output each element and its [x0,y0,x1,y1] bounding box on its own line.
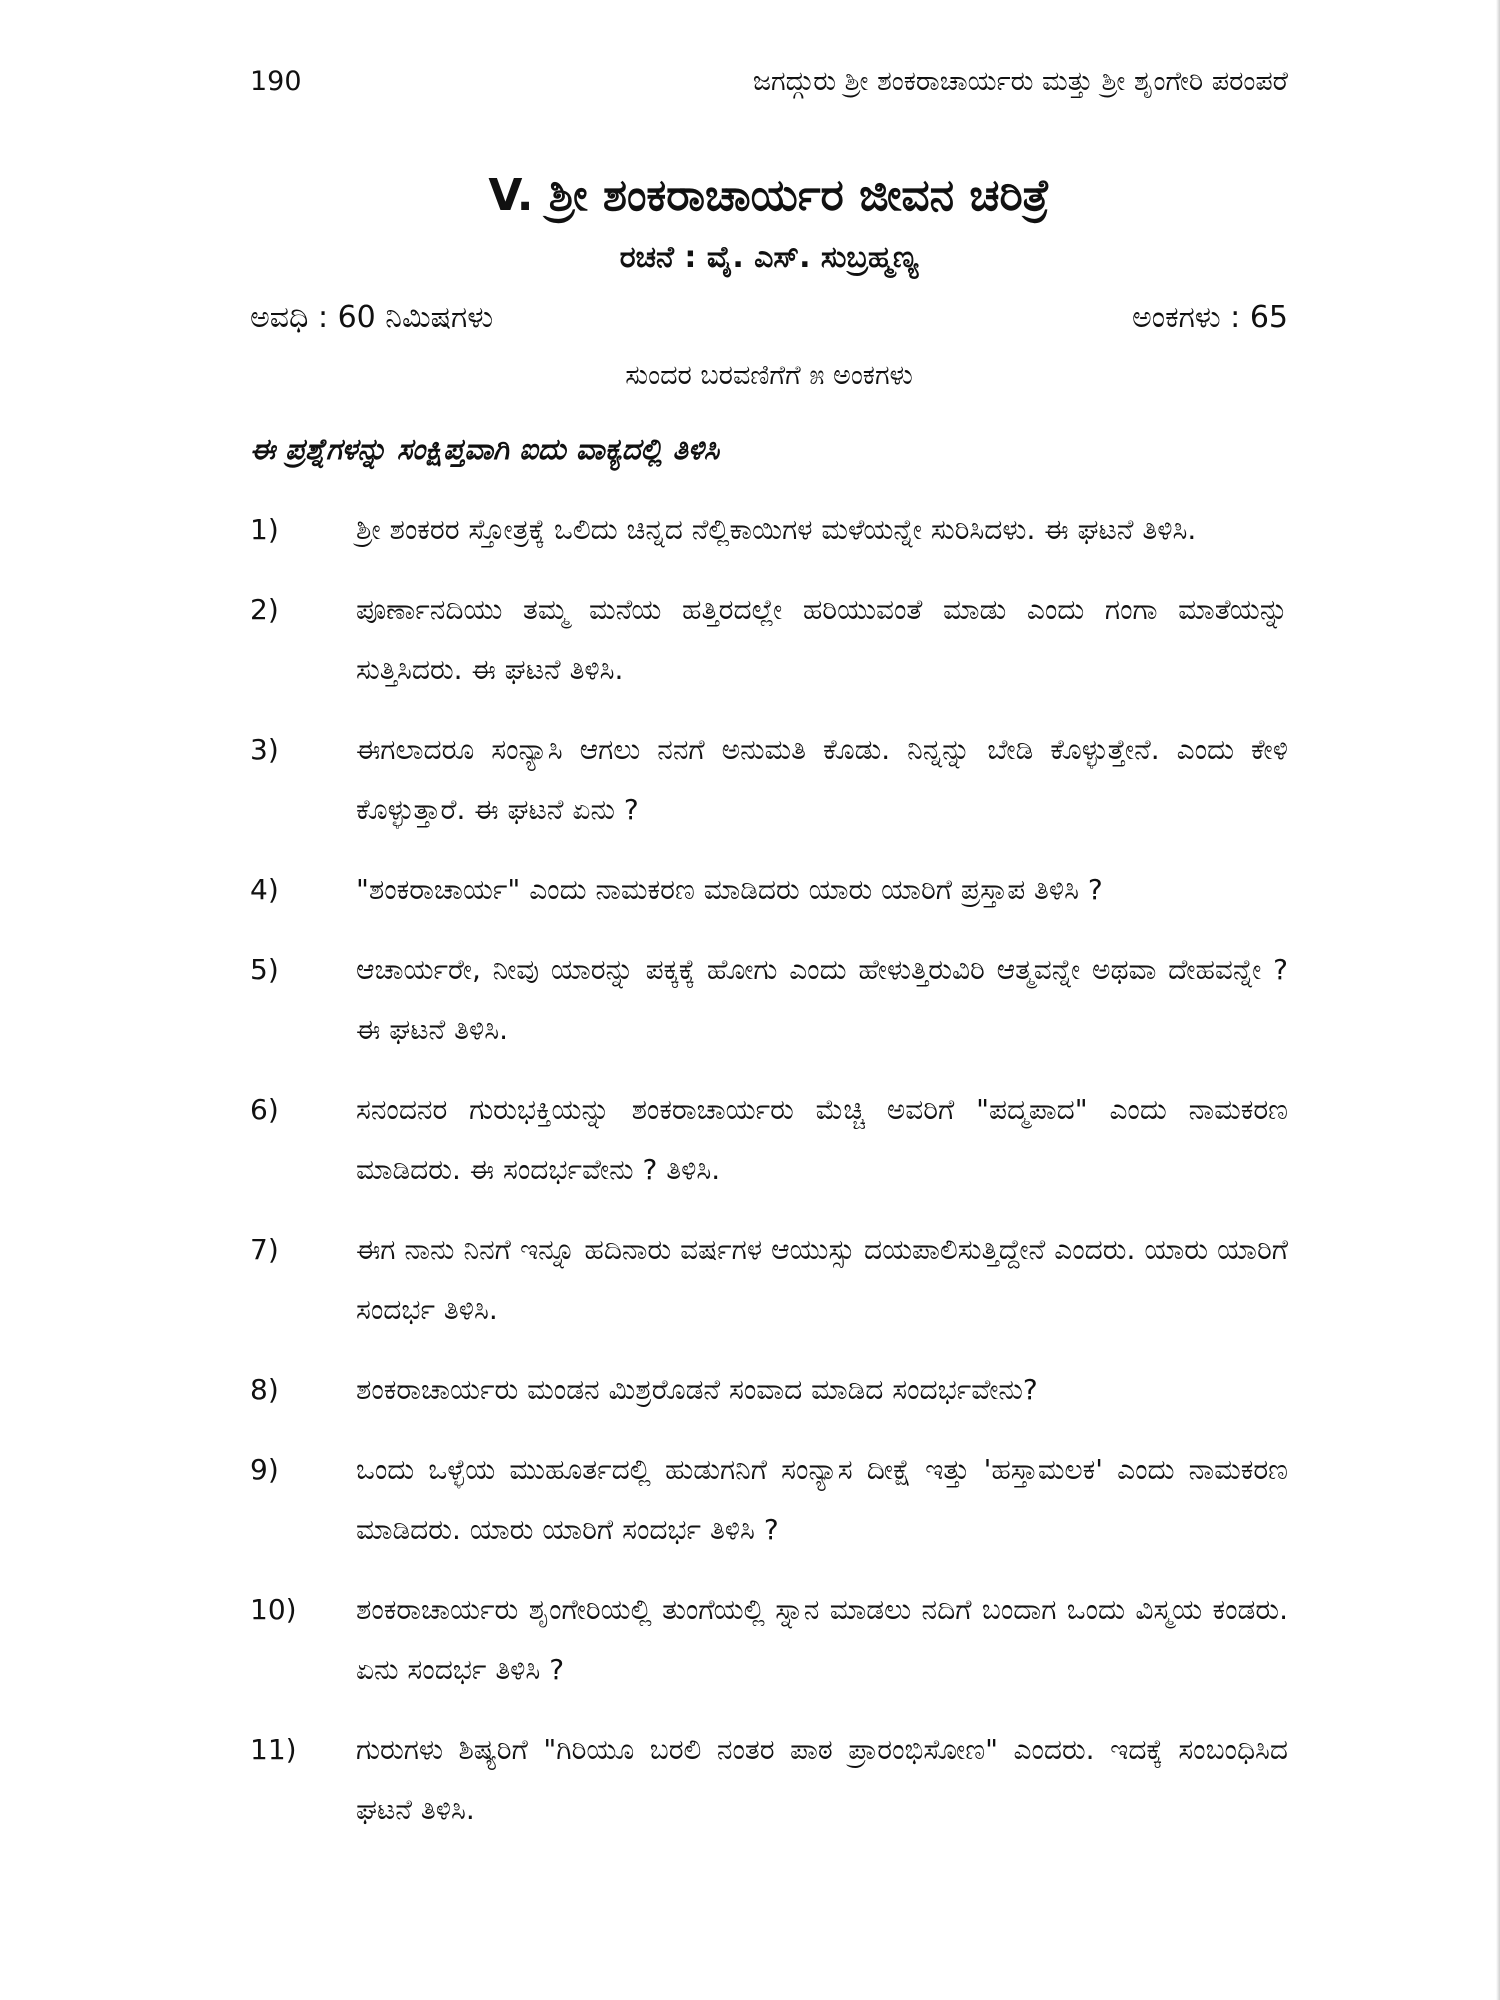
question-item [250,1220,1288,1340]
question-item [250,580,1288,700]
question-item [250,720,1288,840]
question-number: 5) [250,953,279,986]
question-item [250,1720,1288,1840]
question-text: ಶಂಕರಾಚಾರ್ಯರು ಮಂಡನ ಮಿಶ್ರರೊಡನೆ ಸಂವಾದ ಮಾಡಿದ ಸಂದರ್ಭವೇನು? [356,1373,1038,1406]
question-text: ಈಗಲಾದರೂ ಸಂನ್ಯಾಸಿ ಆಗಲು ನನಗೆ ಅನುಮತಿ ಕೊಡು. ನಿನ್ನನ್ನು ಬೇಡಿ ಕೊಳ್ಳುತ್ತೇನೆ. ಎಂದು ಕೇಳಿ ಕೊಳ್ಳುತ್ತಾರೆ. ಈ ಘಟನೆ ಏನು ? [356,733,1288,826]
section-author: ರಚನೆ : ವೈ. ಎಸ್. ಸುಬ್ರಹ್ಮಣ್ಯ [619,240,919,275]
question-item [250,1580,1288,1700]
page-spine-shadow [1496,0,1500,2000]
question-text: ಈಗ ನಾನು ನಿನಗೆ ಇನ್ನೂ ಹದಿನಾರು ವರ್ಷಗಳ ಆಯುಸ್ಸು ದಯಪಾಲಿಸುತ್ತಿದ್ದೇನೆ ಎಂದರು. ಯಾರು ಯಾರಿಗೆ ಸಂದರ್ಭ ತಿಳಿಸಿ. [356,1233,1288,1326]
question-number: 7) [250,1233,279,1266]
question-text: ಶ್ರೀ ಶಂಕರರ ಸ್ತೋತ್ರಕ್ಕೆ ಒಲಿದು ಚಿನ್ನದ ನೆಲ್ಲಿಕಾಯಿಗಳ ಮಳೆಯನ್ನೇ ಸುರಿಸಿದಳು. ಈ ಘಟನೆ ತಿಳಿಸಿ. [356,513,1197,546]
running-title: ಜಗದ್ಗುರು ಶ್ರೀ ಶಂಕರಾಚಾರ್ಯರು ಮತ್ತು ಶ್ರೀ ಶೃಂಗೇರಿ ಪರಂಪರೆ [752,66,1288,97]
exam-meta [250,300,1288,340]
question-number: 11) [250,1733,297,1766]
section-title: V. ಶ್ರೀ ಶಂಕರಾಚಾರ್ಯರ ಜೀವನ ಚರಿತ್ರೆ [488,170,1050,221]
question-item [250,940,1288,1060]
question-text: ಶಂಕರಾಚಾರ್ಯರು ಶೃಂಗೇರಿಯಲ್ಲಿ ತುಂಗೆಯಲ್ಲಿ ಸ್ನಾನ ಮಾಡಲು ನದಿಗೆ ಬಂದಾಗ ಒಂದು ವಿಸ್ಮಯ ಕಂಡರು. ಏನು ಸಂದರ್ಭ ತಿಳಿಸಿ ? [356,1593,1288,1686]
question-text: ಆಚಾರ್ಯರೇ, ನೀವು ಯಾರನ್ನು ಪಕ್ಕಕ್ಕೆ ಹೋಗು ಎಂದು ಹೇಳುತ್ತಿರುವಿರಿ ಆತ್ಮವನ್ನೇ ಅಥವಾ ದೇಹವನ್ನೇ ? ಈ ಘಟನೆ ತಿಳಿಸಿ. [356,953,1288,1046]
question-text: "ಶಂಕರಾಚಾರ್ಯ" ಎಂದು ನಾಮಕರಣ ಮಾಡಿದರು ಯಾರು ಯಾರಿಗೆ ಪ್ರಸ್ತಾಪ ತಿಳಿಸಿ ? [356,873,1103,906]
page-header [250,66,1288,106]
question-number: 2) [250,593,279,626]
handwriting-marks-note: ಸುಂದರ ಬರವಣಿಗೆಗೆ ೫ ಅಂಕಗಳು [625,360,913,391]
question-item [250,1080,1288,1200]
question-item [250,860,1288,920]
question-text: ಒಂದು ಒಳ್ಳೆಯ ಮುಹೂರ್ತದಲ್ಲಿ ಹುಡುಗನಿಗೆ ಸಂನ್ಯಾಸ ದೀಕ್ಷೆ ಇತ್ತು 'ಹಸ್ತಾಮಲಕ' ಎಂದು ನಾಮಕರಣ ಮಾಡಿದರು. ಯಾರು ಯಾರಿಗೆ ಸಂದರ್ಭ ತಿಳಿಸಿ ? [356,1453,1288,1546]
question-text: ಸನಂದನರ ಗುರುಭಕ್ತಿಯನ್ನು ಶಂಕರಾಚಾರ್ಯರು ಮೆಚ್ಚಿ ಅವರಿಗೆ "ಪದ್ಮಪಾದ" ಎಂದು ನಾಮಕರಣ ಮಾಡಿದರು. ಈ ಸಂದರ್ಭವೇನು ? ತಿಳಿಸಿ. [356,1093,1288,1186]
question-item [250,1440,1288,1560]
question-list [250,500,1288,1860]
exam-duration: ಅವಧಿ : 60 ನಿಮಿಷಗಳು [250,300,494,335]
question-number: 10) [250,1593,297,1626]
page-number: 190 [250,66,302,97]
question-text: ಗುರುಗಳು ಶಿಷ್ಯರಿಗೆ "ಗಿರಿಯೂ ಬರಲಿ ನಂತರ ಪಾಠ ಪ್ರಾರಂಭಿಸೋಣ" ಎಂದರು. ಇದಕ್ಕೆ ಸಂಬಂಧಿಸಿದ ಘಟನೆ ತಿಳಿಸಿ. [356,1733,1288,1826]
question-number: 6) [250,1093,279,1126]
instruction-heading: ಈ ಪ್ರಶ್ನೆಗಳನ್ನು ಸಂಕ್ಷಿಪ್ತವಾಗಿ ಐದು ವಾಕ್ಯದಲ್ಲಿ ತಿಳಿಸಿ [250,432,720,466]
question-number: 3) [250,733,279,766]
exam-marks: ಅಂಕಗಳು : 65 [1132,300,1288,335]
question-item [250,1360,1288,1420]
question-number: 4) [250,873,279,906]
question-number: 1) [250,513,279,546]
question-text: ಪೂರ್ಣಾನದಿಯು ತಮ್ಮ ಮನೆಯ ಹತ್ತಿರದಲ್ಲೇ ಹರಿಯುವಂತೆ ಮಾಡು ಎಂದು ಗಂಗಾ ಮಾತೆಯನ್ನು ಸುತ್ತಿಸಿದರು. ಈ ಘಟನೆ ತಿಳಿಸಿ. [356,593,1288,686]
question-number: 9) [250,1453,279,1486]
question-number: 8) [250,1373,279,1406]
question-item [250,500,1288,560]
